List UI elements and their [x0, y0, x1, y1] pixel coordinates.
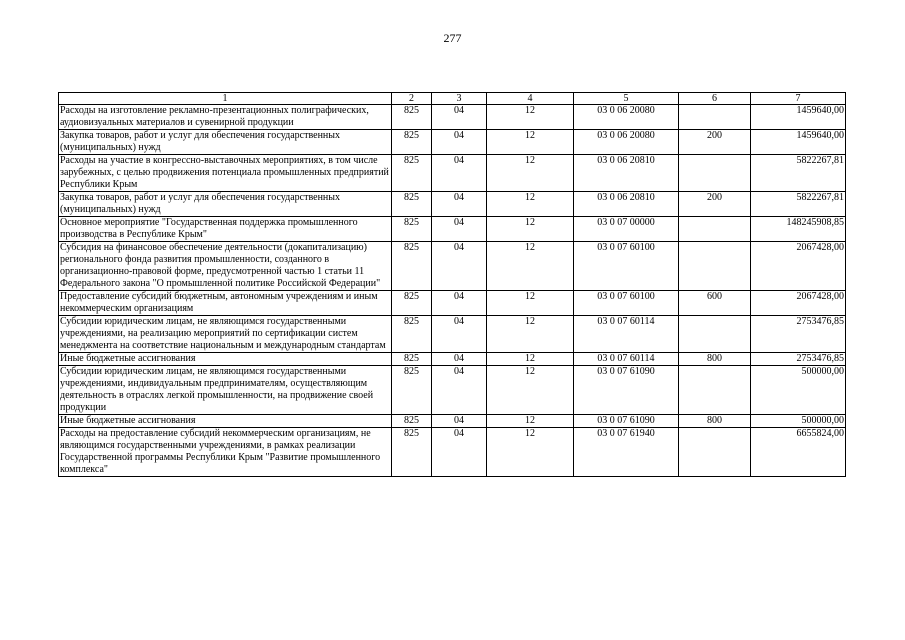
ministry-code: 825: [392, 217, 432, 242]
ministry-code: 825: [392, 415, 432, 428]
table-row: [59, 242, 846, 291]
subsection-code: 12: [487, 366, 574, 415]
table-row: [59, 217, 846, 242]
expense-type-code: 200: [679, 192, 751, 217]
expense-type-code: 800: [679, 415, 751, 428]
amount: 5822267,81: [751, 155, 846, 192]
ministry-code: 825: [392, 291, 432, 316]
section-code: 04: [432, 415, 487, 428]
amount: 500000,00: [751, 415, 846, 428]
amount: 5822267,81: [751, 192, 846, 217]
ministry-code: 825: [392, 192, 432, 217]
section-code: 04: [432, 105, 487, 130]
amount: 2067428,00: [751, 242, 846, 291]
section-code: 04: [432, 316, 487, 353]
column-header: 3: [432, 93, 487, 105]
amount: 1459640,00: [751, 105, 846, 130]
item-name: Закупка товаров, работ и услуг для обеспечения государственных (муниципальных) нужд: [59, 192, 392, 217]
table-header-row: [59, 93, 846, 105]
subsection-code: 12: [487, 192, 574, 217]
ministry-code: 825: [392, 242, 432, 291]
expense-type-code: [679, 217, 751, 242]
table-row: [59, 353, 846, 366]
target-article-code: 03 0 07 60100: [574, 242, 679, 291]
item-name: Иные бюджетные ассигнования: [59, 415, 392, 428]
amount: 148245908,85: [751, 217, 846, 242]
table-body: [59, 105, 846, 477]
table-row: [59, 415, 846, 428]
subsection-code: 12: [487, 130, 574, 155]
item-name: Субсидии юридическим лицам, не являющимся государственными учреждениями, на реализацию мероприятий по сертификации систем менеджмента на соответствие национальным и международным стандартам: [59, 316, 392, 353]
ministry-code: 825: [392, 366, 432, 415]
column-header: 6: [679, 93, 751, 105]
amount: 2067428,00: [751, 291, 846, 316]
amount: 500000,00: [751, 366, 846, 415]
section-code: 04: [432, 366, 487, 415]
expense-type-code: [679, 366, 751, 415]
table-row: [59, 316, 846, 353]
target-article-code: 03 0 07 61090: [574, 366, 679, 415]
target-article-code: 03 0 06 20810: [574, 192, 679, 217]
section-code: 04: [432, 242, 487, 291]
expense-type-code: [679, 316, 751, 353]
target-article-code: 03 0 07 61090: [574, 415, 679, 428]
subsection-code: 12: [487, 353, 574, 366]
subsection-code: 12: [487, 428, 574, 477]
target-article-code: 03 0 07 60114: [574, 316, 679, 353]
expense-type-code: 600: [679, 291, 751, 316]
subsection-code: 12: [487, 242, 574, 291]
ministry-code: 825: [392, 428, 432, 477]
target-article-code: 03 0 06 20810: [574, 155, 679, 192]
subsection-code: 12: [487, 291, 574, 316]
subsection-code: 12: [487, 217, 574, 242]
subsection-code: 12: [487, 316, 574, 353]
section-code: 04: [432, 155, 487, 192]
item-name: Субсидии юридическим лицам, не являющимся государственными учреждениями, индивидуальным предпринимателям, осуществляющим деятельность в отраслях легкой промышленности, на продвижение своей продукции: [59, 366, 392, 415]
target-article-code: 03 0 06 20080: [574, 130, 679, 155]
column-header: 4: [487, 93, 574, 105]
item-name: Основное мероприятие "Государственная поддержка промышленного производства в Республике Крым": [59, 217, 392, 242]
item-name: Иные бюджетные ассигнования: [59, 353, 392, 366]
target-article-code: 03 0 06 20080: [574, 105, 679, 130]
column-header: 2: [392, 93, 432, 105]
item-name: Расходы на изготовление рекламно-презентационных полиграфических, аудиовизуальных материалов и сувенирной продукции: [59, 105, 392, 130]
page-number: 277: [443, 31, 462, 45]
table-row: [59, 192, 846, 217]
table-row: [59, 291, 846, 316]
item-name: Расходы на участие в конгрессно-выставочных мероприятиях, в том числе зарубежных, с целью продвижения потенциала промышленных предприятий Республики Крым: [59, 155, 392, 192]
table-row: [59, 366, 846, 415]
section-code: 04: [432, 130, 487, 155]
expense-type-code: [679, 105, 751, 130]
expense-type-code: [679, 242, 751, 291]
ministry-code: 825: [392, 105, 432, 130]
item-name: Субсидия на финансовое обеспечение деятельности (докапитализацию) регионального фонда развития промышленности, созданного в организационно-правовой форме, предусмотренной частью 1 статьи 11 Федерального закона "О промышленной политике Российской Федерации": [59, 242, 392, 291]
column-header: 7: [751, 93, 846, 105]
item-name: Предоставление субсидий бюджетным, автономным учреждениям и иным некоммерческим организациям: [59, 291, 392, 316]
target-article-code: 03 0 07 00000: [574, 217, 679, 242]
section-code: 04: [432, 192, 487, 217]
column-header: 1: [59, 93, 392, 105]
item-name: Расходы на предоставление субсидий некоммерческим организациям, не являющимся государственными учреждениями, в рамках реализации Государственной программы Республики Крым "Развитие промышленного комплекса": [59, 428, 392, 477]
target-article-code: 03 0 07 61940: [574, 428, 679, 477]
amount: 6655824,00: [751, 428, 846, 477]
item-name: Закупка товаров, работ и услуг для обеспечения государственных (муниципальных) нужд: [59, 130, 392, 155]
amount: 2753476,85: [751, 353, 846, 366]
expense-type-code: 800: [679, 353, 751, 366]
ministry-code: 825: [392, 155, 432, 192]
expense-type-code: 200: [679, 130, 751, 155]
table-row: [59, 428, 846, 477]
target-article-code: 03 0 07 60100: [574, 291, 679, 316]
ministry-code: 825: [392, 353, 432, 366]
section-code: 04: [432, 428, 487, 477]
section-code: 04: [432, 291, 487, 316]
section-code: 04: [432, 353, 487, 366]
target-article-code: 03 0 07 60114: [574, 353, 679, 366]
budget-table: [58, 92, 846, 477]
subsection-code: 12: [487, 105, 574, 130]
table-row: [59, 105, 846, 130]
amount: 2753476,85: [751, 316, 846, 353]
table-row: [59, 130, 846, 155]
subsection-code: 12: [487, 155, 574, 192]
column-header: 5: [574, 93, 679, 105]
subsection-code: 12: [487, 415, 574, 428]
table-row: [59, 155, 846, 192]
ministry-code: 825: [392, 130, 432, 155]
ministry-code: 825: [392, 316, 432, 353]
expense-type-code: [679, 428, 751, 477]
expense-type-code: [679, 155, 751, 192]
amount: 1459640,00: [751, 130, 846, 155]
section-code: 04: [432, 217, 487, 242]
